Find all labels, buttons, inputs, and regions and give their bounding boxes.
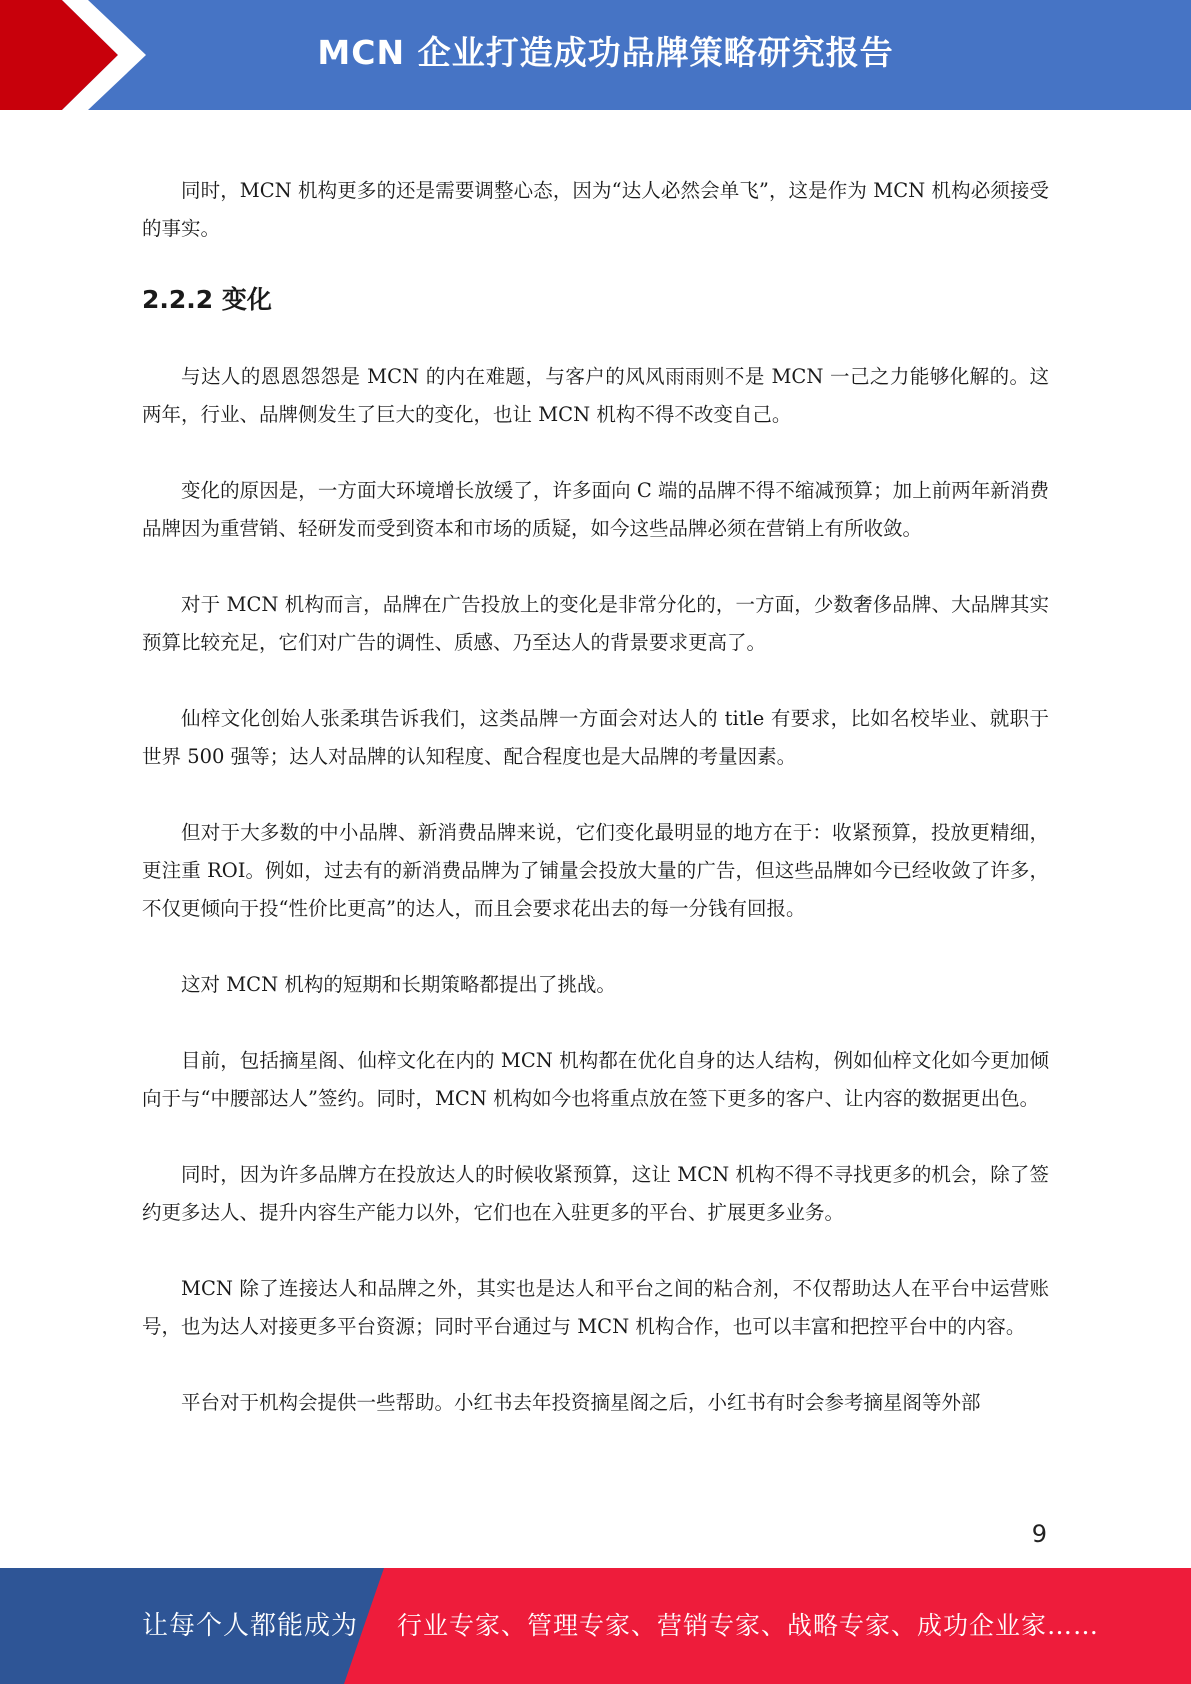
body-paragraph: 平台对于机构会提供一些帮助。小红书去年投资摘星阁之后，小红书有时会参考摘星阁等外部 (181, 1391, 981, 1414)
page-footer (0, 1568, 1191, 1684)
intro-paragraph: 同时，MCN 机构更多的还是需要调整心态，因为“达人必然会单飞”，这是作为 MCN 机构必须接受的事实。 (142, 179, 1049, 240)
body-paragraph: 对于 MCN 机构而言，品牌在广告投放上的变化是非常分化的，一方面，少数奢侈品牌、大品牌其实预算比较充足，它们对广告的调性、质感、乃至达人的背景要求更高了。 (142, 593, 1049, 654)
body-paragraph: 但对于大多数的中小品牌、新消费品牌来说，它们变化最明显的地方在于：收紧预算，投放更精细，更注重 ROI。例如，过去有的新消费品牌为了铺量会投放大量的广告，但这些品牌如今已经收敛了许多，不仅更倾向于投“性价比更高”的达人，而且会要求花出去的每一分钱有回报。 (142, 821, 1049, 920)
footer-slogan-roles: 行业专家、管理专家、营销专家、战略专家、成功企业家…… (397, 1611, 1100, 1640)
body-paragraph: 目前，包括摘星阁、仙梓文化在内的 MCN 机构都在优化自身的达人结构，例如仙梓文化如今更加倾向于与“中腰部达人”签约。同时，MCN 机构如今也将重点放在签下更多的客户、让内容的数据更出色。 (142, 1049, 1049, 1110)
page-number: 9 (1031, 1520, 1047, 1548)
page-header (0, 0, 1191, 110)
section-heading: 2.2.2 变化 (142, 285, 272, 314)
body-paragraph: 变化的原因是，一方面大环境增长放缓了，许多面向 C 端的品牌不得不缩减预算；加上前两年新消费品牌因为重营销、轻研发而受到资本和市场的质疑，如今这些品牌必须在营销上有所收敛。 (142, 479, 1049, 540)
body-paragraph: 同时，因为许多品牌方在投放达人的时候收紧预算，这让 MCN 机构不得不寻找更多的机会，除了签约更多达人、提升内容生产能力以外，它们也在入驻更多的平台、扩展更多业务。 (142, 1163, 1049, 1224)
body-paragraph: MCN 除了连接达人和品牌之外，其实也是达人和平台之间的粘合剂，不仅帮助达人在平台中运营账号，也为达人对接更多平台资源；同时平台通过与 MCN 机构合作，也可以丰富和把控平台中的内容。 (142, 1277, 1049, 1338)
footer-slogan-lead: 让每个人都能成为 (142, 1611, 359, 1641)
document-title: MCN 企业打造成功品牌策略研究报告 (317, 33, 894, 72)
body-paragraph: 这对 MCN 机构的短期和长期策略都提出了挑战。 (181, 973, 616, 996)
body-paragraph: 与达人的恩恩怨怨是 MCN 的内在难题，与客户的风风雨雨则不是 MCN 一己之力能够化解的。这两年，行业、品牌侧发生了巨大的变化，也让 MCN 机构不得不改变自己。 (142, 365, 1049, 426)
body-paragraph: 仙梓文化创始人张柔琪告诉我们，这类品牌一方面会对达人的 title 有要求，比如名校毕业、就职于世界 500 强等；达人对品牌的认知程度、配合程度也是大品牌的考量因素。 (142, 707, 1049, 768)
main-content (142, 172, 1049, 1422)
